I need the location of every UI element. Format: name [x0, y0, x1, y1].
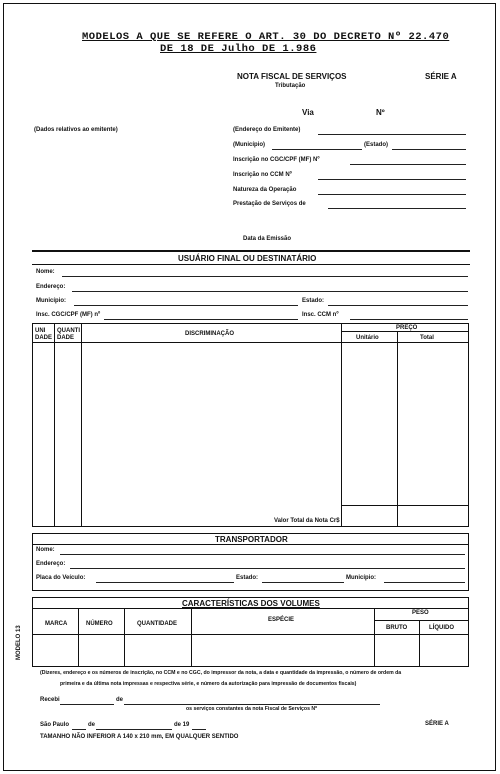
transportador-placa: Placa do Veículo:: [36, 575, 86, 581]
col-unitario: Unitário: [356, 335, 379, 341]
recebi-de: de: [116, 697, 124, 703]
valor-total-label: Valor Total da Nota Cr$: [274, 518, 340, 524]
serie-label: SÉRIE A: [425, 72, 457, 81]
transportador-endereco: Endereço:: [36, 561, 66, 567]
header-line-2: DE 18 DE Julho DE 1.986: [160, 43, 317, 55]
natureza-operacao: Natureza da Operação: [233, 187, 297, 193]
col-total: Total: [420, 335, 434, 341]
col-bruto: BRUTO: [386, 625, 408, 631]
data-emissao: Data da Emissão: [243, 236, 292, 242]
col-preco: PREÇO: [396, 325, 418, 331]
footer-note-2: primeira e da última nota impressas e respectiva série, e número da autorização para impressão de documentos fiscais): [60, 681, 357, 687]
estado-emitente: (Estado): [364, 142, 388, 148]
col-discriminacao: DISCRIMINAÇÃO: [185, 331, 234, 337]
volumes-title: CARACTERÍSTICAS DOS VOLUMES: [182, 599, 320, 608]
subtitle: Tributação: [275, 83, 306, 89]
col-especie: ESPÉCIE: [268, 617, 295, 623]
endereco-emitente: (Endereço do Emitente): [233, 127, 301, 133]
recebi-label: Recebi: [40, 697, 60, 703]
usuario-ccm: Insc. CCM nº: [302, 312, 339, 318]
col-unidade: UNI DADE: [35, 328, 53, 341]
transportador-title: TRANSPORTADOR: [215, 535, 288, 544]
emitente-label: (Dados relativos ao emitente): [34, 127, 118, 133]
col-marca: MARCA: [45, 621, 68, 627]
usuario-cgc: Insc. CGC/CPF (MF) nº: [36, 312, 101, 318]
usuario-section-title: USUÁRIO FINAL OU DESTINATÁRIO: [178, 254, 317, 263]
footer-note-1: (Dizeres, endereço e os números de inscrição, no CCM e no CGC, do impressor da nota, a data e quantidade da impressão, o número de ordem da: [40, 670, 402, 676]
servicos-label: os serviços constantes da nota Fiscal de Serviços Nº: [186, 706, 318, 712]
usuario-estado: Estado:: [302, 298, 325, 304]
tamanho-note: TAMANHO NÃO INFERIOR A 140 x 210 mm, EM QUALQUER SENTIDO: [40, 734, 239, 740]
col-liquido: LÍQUIDO: [429, 625, 454, 631]
document-title: NOTA FISCAL DE SERVIÇOS: [237, 72, 347, 81]
via-label: Via: [302, 108, 314, 117]
numero-label: Nº: [376, 108, 385, 117]
usuario-municipio: Município:: [36, 298, 66, 304]
date-de-2: de 19: [174, 722, 190, 728]
col-quantidade-vol: QUANTIDADE: [137, 621, 177, 627]
usuario-nome: Nome:: [36, 269, 55, 275]
usuario-endereco: Endereço:: [36, 284, 66, 290]
ccm-emitente: Inscrição no CCM Nº: [233, 172, 292, 178]
date-de-1: de: [88, 722, 96, 728]
municipio-emitente: (Município): [233, 142, 265, 148]
footer-serie: SÉRIE A: [425, 721, 449, 727]
transportador-estado: Estado:: [236, 575, 259, 581]
col-numero: NÚMERO: [86, 621, 113, 627]
items-table: [32, 323, 469, 527]
modelo-side-label: MODELO 13: [16, 625, 22, 660]
cgc-emitente: Inscrição no CGC/CPF (MF) Nº: [233, 157, 320, 163]
transportador-municipio: Município:: [346, 575, 376, 581]
transportador-nome: Nome:: [36, 547, 55, 553]
sao-paulo-label: São Paulo: [40, 722, 70, 728]
prestacao-servicos: Prestação de Serviços de: [233, 201, 306, 207]
col-peso: PESO: [412, 610, 429, 616]
col-quantidade: QUANTI DADE: [57, 328, 80, 341]
header-line-1: MODELOS A QUE SE REFERE O ART. 30 DO DECRETO Nº 22.470: [82, 31, 450, 43]
